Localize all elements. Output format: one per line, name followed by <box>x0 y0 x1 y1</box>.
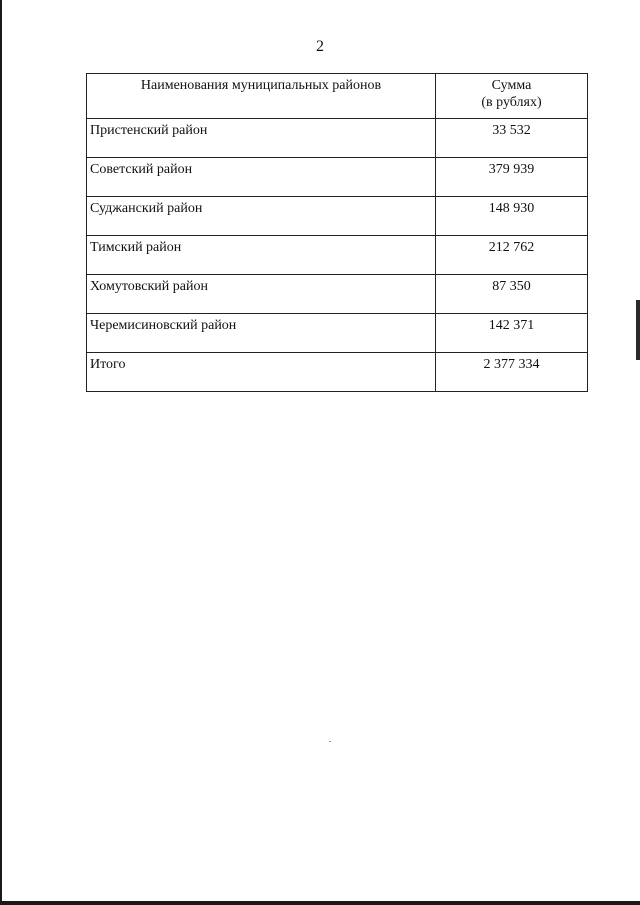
district-name: Советский район <box>87 158 436 197</box>
scan-edge-bottom <box>0 901 640 905</box>
district-name: Черемисиновский район <box>87 314 436 353</box>
table-row <box>87 314 588 353</box>
column-header-name: Наименования муниципальных районов <box>87 74 436 119</box>
table-header-row <box>87 74 588 119</box>
total-sum: 2 377 334 <box>436 353 588 392</box>
district-sum: 148 930 <box>436 197 588 236</box>
district-name: Тимский район <box>87 236 436 275</box>
district-sum: 33 532 <box>436 119 588 158</box>
table-row <box>87 236 588 275</box>
scan-speck <box>329 741 331 742</box>
district-sum: 212 762 <box>436 236 588 275</box>
table-total-row <box>87 353 588 392</box>
scan-edge-left <box>0 0 2 905</box>
district-sum: 379 939 <box>436 158 588 197</box>
page-number: 2 <box>316 38 324 55</box>
column-header-sum-unit: (в рублях) <box>481 95 542 110</box>
table-row <box>87 119 588 158</box>
scan-edge-right <box>636 300 640 360</box>
table-row <box>87 197 588 236</box>
district-sum: 87 350 <box>436 275 588 314</box>
column-header-sum-title: Сумма <box>491 78 532 93</box>
table-row <box>87 158 588 197</box>
district-name: Суджанский район <box>87 197 436 236</box>
total-label: Итого <box>87 353 436 392</box>
district-name: Пристенский район <box>87 119 436 158</box>
column-header-sum <box>436 74 588 119</box>
district-sum: 142 371 <box>436 314 588 353</box>
table-row <box>87 275 588 314</box>
district-name: Хомутовский район <box>87 275 436 314</box>
district-sums-table <box>86 73 588 392</box>
